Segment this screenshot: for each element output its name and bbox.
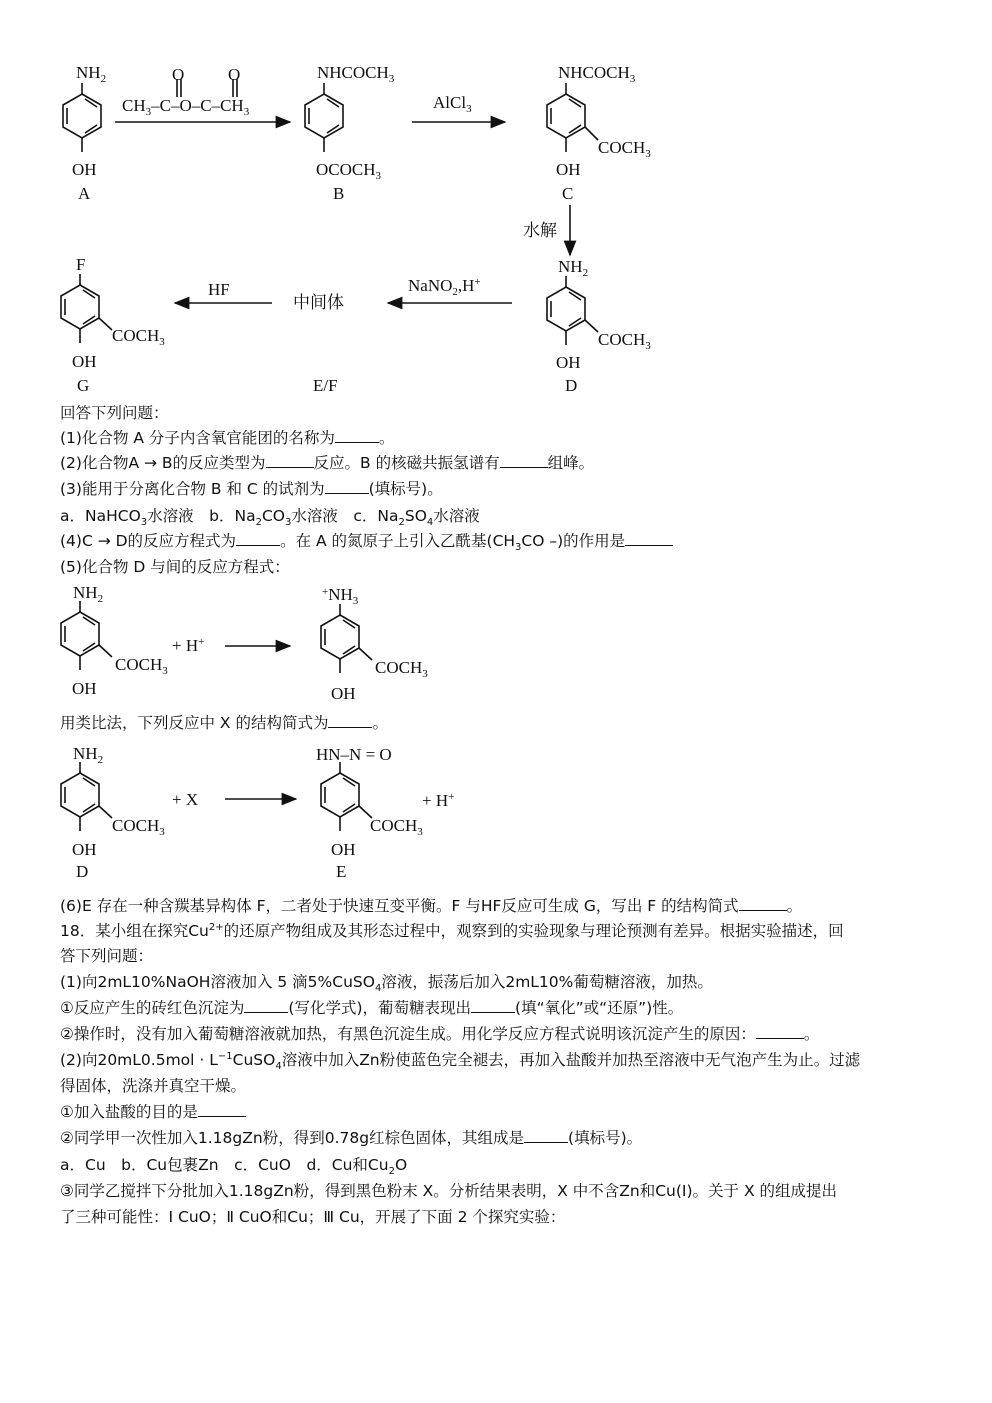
question-5-analog: 用类比法，下列反应中 X 的结构简式为 。 [60, 714, 388, 732]
d-side: $COCH_3$ [598, 330, 651, 352]
a-label: A [78, 184, 91, 203]
part-1-2: ②操作时，没有加入葡萄糖溶液就加热，有黑色沉淀生成。用化学反应方程式说明该沉淀产生的原因： 。 [60, 1025, 820, 1043]
svg-text:D: D [76, 862, 89, 881]
g-oh: OH [72, 352, 97, 371]
compound-c-ring [547, 83, 598, 152]
b-label: B [333, 184, 345, 203]
intro-line: 回答下列问题： [60, 404, 169, 422]
d-oh: OH [556, 353, 581, 372]
answer-blank[interactable] [198, 1102, 246, 1117]
d-top: $NH_2$ [558, 257, 589, 279]
intermediate-label: 中间体 [293, 293, 344, 313]
part-1-1: ①反应产生的砖红色沉淀为 (写化学式)，葡萄糖表现出 (填“氧化”或“还原”)性。 [60, 999, 684, 1017]
answer-blank[interactable] [328, 713, 372, 728]
eq5b-product-ring [321, 762, 372, 831]
compound-g-ring [61, 274, 112, 343]
answer-blank[interactable] [625, 531, 673, 546]
svg-text:+ H+: + H+ [422, 791, 455, 810]
part-2-2-options: a．Cu b．Cu包裹Zn c．CuO d．Cu和$Cu_2O$ [60, 1156, 408, 1178]
svg-text:COCH3: $COCH_3$ [115, 655, 168, 677]
compound-a-ring [63, 83, 101, 152]
answer-blank[interactable] [244, 998, 288, 1013]
answer-blank[interactable] [739, 896, 787, 911]
reagent-alcl3: AlCl$_3$ [433, 93, 472, 115]
question-18: 18．某小组在探究$Cu^{2+}$的还原产物组成及其形态过程中，观察到的实验现象与理论预测有差异。根据实验描述，回 [60, 921, 844, 940]
answer-blank[interactable] [325, 479, 369, 494]
b-top: $NHCOCH_3$ [317, 63, 395, 85]
svg-text:+NH3: $^+NH_3$ [322, 585, 359, 607]
compound-d-ring [547, 276, 598, 345]
c-oh: OH [556, 160, 581, 179]
svg-text:NH2: $NH_2$ [73, 583, 104, 605]
g-label: G [77, 376, 90, 395]
answer-blank[interactable] [236, 531, 280, 546]
question-1: (1)化合物 A 分子内含氧官能团的名称为 。 [60, 429, 395, 447]
svg-text:O: O [172, 65, 185, 84]
part-1: (1)向2mL10%NaOH溶液加入 5 滴5%CuSO$_4$溶液，振荡后加入2mL10%葡萄糖溶液，加热。 [60, 973, 713, 995]
a-oh: OH [72, 160, 97, 179]
c-label: C [562, 184, 574, 203]
part-2-1: ①加入盐酸的目的是 [60, 1102, 246, 1122]
question-2: (2)化合物A → B的反应类型为 反应。B 的核磁共振氢谱有 组峰。 [60, 454, 595, 472]
g-f: F [76, 255, 86, 274]
answer-blank[interactable] [524, 1128, 568, 1143]
question-18-cont: 答下列问题： [60, 947, 154, 965]
svg-text:COCH3: $COCH_3$ [375, 658, 428, 680]
c-top: $NHCOCH_3$ [558, 63, 636, 85]
eq5a-product-ring [321, 604, 372, 673]
answer-blank[interactable] [756, 1024, 804, 1039]
answer-blank[interactable] [266, 453, 314, 468]
answer-blank[interactable] [471, 998, 515, 1013]
eq5a-reactant-ring [61, 601, 112, 670]
svg-text:+ H+: + H+ [172, 636, 205, 655]
question-4: (4)C → D的反应方程式为 。在 A 的氮原子上引入乙酰基($CH_3CO$ –)的作用是 [60, 531, 673, 551]
g-side: $COCH_3$ [112, 326, 165, 348]
svg-text:HN–N = O: HN–N = O [316, 745, 392, 764]
eq5b-reactant-ring [61, 762, 112, 831]
svg-text:OH: OH [331, 684, 356, 703]
reagent-nano2: NaNO$_2$,H+ [408, 276, 481, 298]
svg-text:OH: OH [331, 840, 356, 859]
ef-label: E/F [313, 376, 338, 395]
part-2-2: ②同学甲一次性加入1.18gZn粉，得到0.78g红棕色固体，其组成是 (填标号)。 [60, 1129, 643, 1147]
answer-blank[interactable] [335, 428, 379, 443]
question-3: (3)能用于分离化合物 B 和 C 的试剂为 (填标号)。 [60, 480, 443, 498]
question-6: (6)E 存在一种含羰基异构体 F，二者处于快速互变平衡。F 与HF反应可生成 G，写出 F 的结构简式 。 [60, 897, 803, 915]
a-nh2: $NH_2$ [76, 63, 107, 85]
hydrolysis-label: 水解 [523, 221, 557, 241]
svg-text:NH2: $NH_2$ [73, 744, 104, 766]
svg-text:O: O [228, 65, 241, 84]
c-side: $COCH_3$ [598, 138, 651, 160]
svg-text:COCH3: $COCH_3$ [112, 816, 165, 838]
svg-text:OH: OH [72, 679, 97, 698]
part-2-3-cont: 了三种可能性：Ⅰ CuO；Ⅱ CuO和Cu；Ⅲ Cu，开展了下面 2 个探究实验： [60, 1208, 566, 1226]
part-2-3: ③同学乙搅拌下分批加入1.18gZn粉，得到黑色粉末 X。分析结果表明，X 中不含Zn和Cu(Ⅰ)。关于 X 的组成提出 [60, 1182, 838, 1200]
svg-text:+ X: + X [172, 790, 199, 809]
reagent-anhydride: $CH_3-C-O-C-CH_3$ [122, 96, 250, 118]
svg-text:COCH3: $COCH_3$ [370, 816, 423, 838]
b-bottom: $OCOCH_3$ [316, 160, 382, 182]
answer-blank[interactable] [500, 453, 548, 468]
question-5: (5)化合物 D 与间的反应方程式： [60, 558, 290, 576]
part-2-cont: 得固体，洗涤并真空干燥。 [60, 1077, 247, 1095]
compound-b-ring [305, 83, 343, 152]
svg-text:E: E [336, 862, 347, 881]
svg-text:OH: OH [72, 840, 97, 859]
question-3-options: a．NaHCO$_3$水溶液 b．$Na_2CO_3$水溶液 c．$Na_2SO_4$水溶液 [60, 507, 480, 529]
part-2: (2)向$20mL0.5mol \cdot L^{-1}CuSO_4$溶液中加入Zn粉使蓝色完全褪去，再加入盐酸并加热至溶液中无气泡产生为止。过滤 [60, 1050, 861, 1073]
reagent-hf: HF [208, 280, 230, 299]
d-label: D [565, 376, 578, 395]
